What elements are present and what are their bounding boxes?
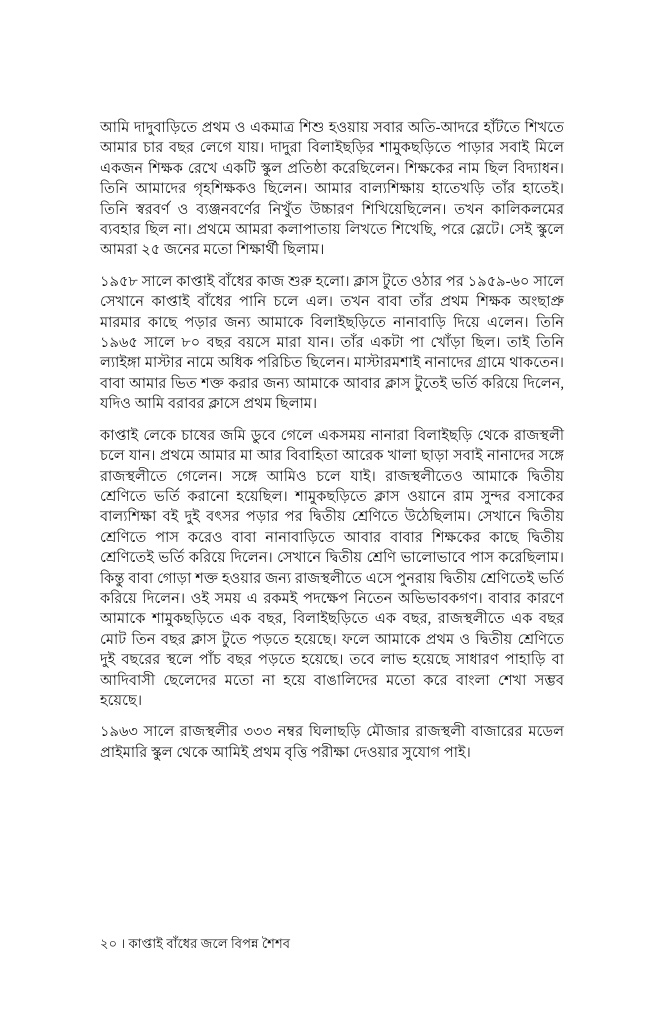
body-text-column — [100, 118, 564, 763]
paragraph-4: ১৯৬৩ সালে রাজস্থলীর ৩৩৩ নম্বর ঘিলাছড়ি মৌজার রাজস্থলী বাজারের মডেল প্রাইমারি স্কুল থেকে আমিই প্রথম বৃত্তি পরীক্ষা দেওয়ার সুযোগ পাই। — [100, 724, 564, 761]
page-footer: ২০ । কাপ্তাই বাঁধের জলে বিপন্ন শৈশব — [100, 936, 291, 951]
paragraph-2: ১৯৫৮ সালে কাপ্তাই বাঁধের কাজ শুরু হলো। ক্লাস টুতে ওঠার পর ১৯৫৯-৬০ সালে সেখানে কাপ্তাই বাঁধের পানি চলে এল। তখন বাবা তাঁর প্রথম শিক্ষক অংছাপ্রু মারমার কাছে পড়ার জন্য আমাকে বিলাইছড়িতে নানাবাড়ি দিয়ে এলেন। তিনি ১৯৬৫ সালে ৮০ বছর বয়সে মারা যান। তাঁর একটা পা খোঁড়া ছিল। তাই তিনি ল্যাইঙ্গা মাস্টার নামে অধিক পরিচিত ছিলেন। মাস্টারমশাই নানাদের গ্রামে থাকতেন। বাবা আমার ভিত শক্ত করার জন্য আমাকে আবার ক্লাস টুতেই ভর্তি করিয়ে দিলেন, যদিও আমি বরাবর ক্লাসে প্রথম ছিলাম। — [100, 273, 564, 413]
paragraph-3: কাপ্তাই লেকে চাষের জমি ডুবে গেলে একসময় নানারা বিলাইছড়ি থেকে রাজস্থলী চলে যান। প্রথমে আমার মা আর বিবাহিতা আরেক খালা ছাড়া সবাই নানাদের সঙ্গে রাজস্থলীতে গেলেন। সঙ্গে আমিও চলে যাই। রাজস্থলীতেও আমাকে দ্বিতীয় শ্রেণিতে ভর্তি করানো হয়েছিল। শামুকছড়িতে ক্লাস ওয়ানে রাম সুন্দর বসাকের বাল্যশিক্ষা বই দুই বৎসর পড়ার পর দ্বিতীয় শ্রেণিতে উঠেছিলাম। সেখানে দ্বিতীয় শ্রেণিতে পাস করেও বাবা নানাবাড়িতে আবার বাবার শিক্ষকের কাছে দ্বিতীয় শ্রেণিতেই ভর্তি করিয়ে দিলেন। সেখানে দ্বিতীয় শ্রেণি ভালোভাবে পাস করেছিলাম। কিন্তু বাবা গোড়া শক্ত হওয়ার জন্য রাজস্থলীতে এসে পুনরায় দ্বিতীয় শ্রেণিতেই ভর্তি করিয়ে দিলেন। ওই সময় এ রকমই পদক্ষেপ নিতেন অভিভাবকগণ। বাবার কারণে আমাকে শামুকছড়িতে এক বছর, বিলাইছড়িতে এক বছর, রাজস্থলীতে এক বছর মোট তিন বছর ক্লাস টুতে পড়তে হয়েছে। ফলে আমাকে প্রথম ও দ্বিতীয় শ্রেণিতে দুই বছরের স্থলে পাঁচ বছর পড়তে হয়েছে। তবে লাভ হয়েছে সাধারণ পাহাড়ি বা আদিবাসী ছেলেদের মতো না হয়ে বাঙালিদের মতো করে বাংলা শেখা সম্ভব হয়েছে। — [100, 427, 564, 709]
paragraph-1: আমি দাদুবাড়িতে প্রথম ও একমাত্র শিশু হওয়ায় সবার অতি-আদরে হাঁটতে শিখতে আমার চার বছর লেগে যায়। দাদুরা বিলাইছড়ির শামুকছড়িতে পাড়ার সবাই মিলে একজন শিক্ষক রেখে একটি স্কুল প্রতিষ্ঠা করেছিলেন। শিক্ষকের নাম ছিল বিদ্যাধন। তিনি আমাদের গৃহশিক্ষকও ছিলেন। আমার বাল্যশিক্ষায় হাতেখড়ি তাঁর হাতেই। তিনি স্বরবর্ণ ও ব্যঞ্জনবর্ণের নিখুঁত উচ্চারণ শিখিয়েছিলেন। তখন কালিকলমের ব্যবহার ছিল না। প্রথমে আমরা কলাপাতায় লিখতে শিখেছি, পরে স্লেটে। সেই স্কুলে আমরা ২৫ জনের মতো শিক্ষার্থী ছিলাম। — [100, 120, 564, 259]
